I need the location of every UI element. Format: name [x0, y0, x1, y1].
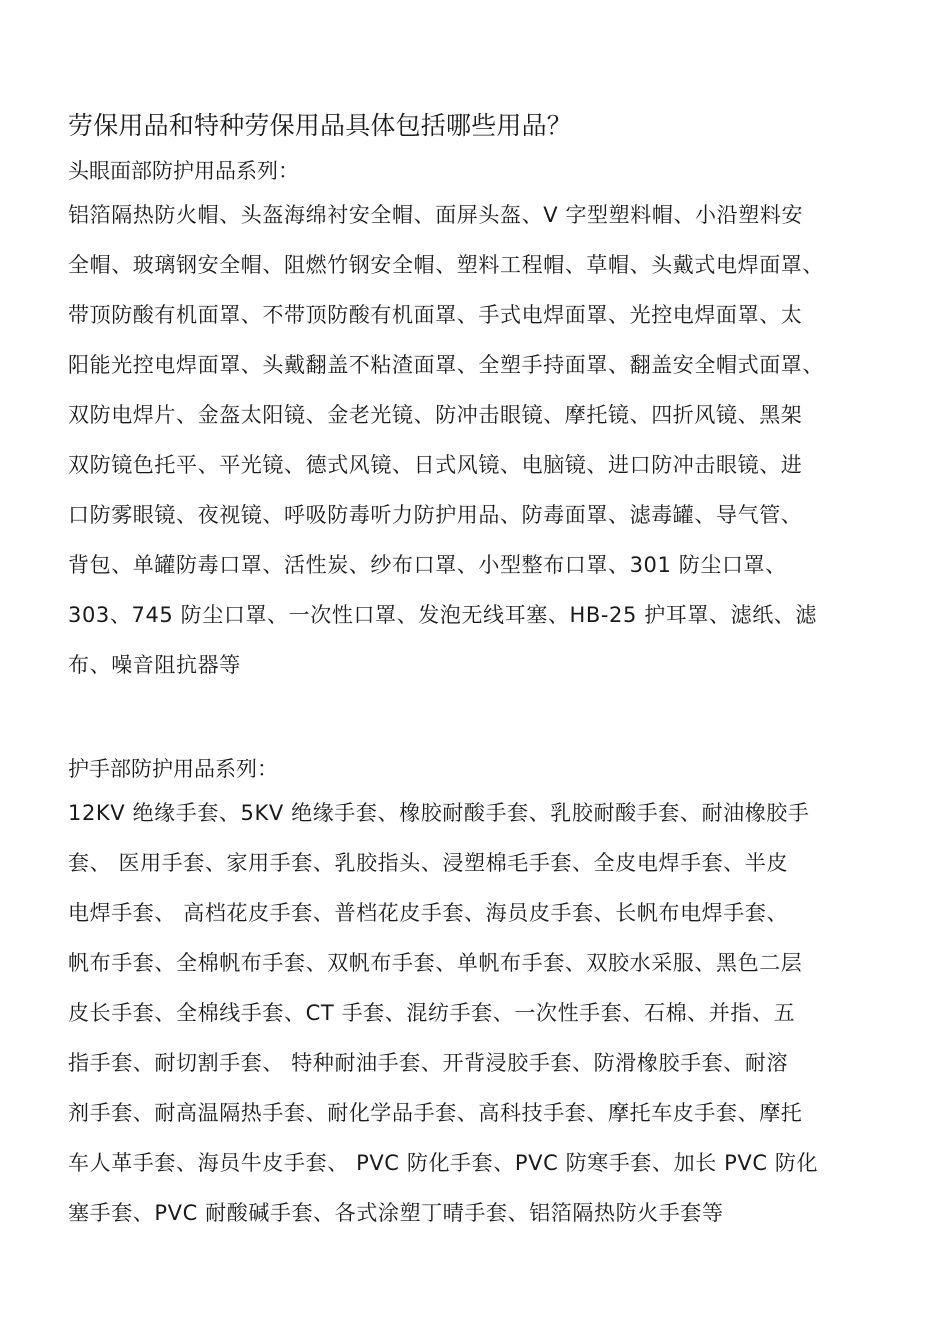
text-line: 12KV 绝缘手套、5KV 绝缘手套、橡胶耐酸手套、乳胶耐酸手套、耐油橡胶手: [68, 801, 810, 825]
text-line: 口防雾眼镜、夜视镜、呼吸防毒听力防护用品、防毒面罩、滤毒罐、导气管、: [68, 503, 803, 527]
document-page: [68, 104, 890, 1238]
document-title: 劳保用品和特种劳保用品具体包括哪些用品？: [68, 111, 573, 140]
section-hand: [68, 750, 890, 1238]
text-line: 阳能光控电焊面罩、头戴翻盖不粘渣面罩、全塑手持面罩、翻盖安全帽式面罩、: [68, 353, 824, 377]
section-heading: 头眼面部防护用品系列：: [68, 159, 299, 183]
text-line: 电焊手套、 高档花皮手套、普档花皮手套、海员皮手套、长帆布电焊手套、: [68, 901, 789, 925]
section-spacer: [68, 690, 890, 746]
text-line: 双防电焊片、金盔太阳镜、金老光镜、防冲击眼镜、摩托镜、四折风镜、黑架: [68, 403, 803, 427]
text-line: 帆布手套、全棉帆布手套、双帆布手套、单帆布手套、双胶水采服、黑色二层: [68, 951, 803, 975]
text-line: 全帽、玻璃钢安全帽、阻燃竹钢安全帽、塑料工程帽、草帽、头戴式电焊面罩、: [68, 253, 824, 277]
text-line: 套、 医用手套、家用手套、乳胶指头、浸塑棉毛手套、全皮电焊手套、半皮: [68, 851, 789, 875]
section-head-eye-face: [68, 152, 890, 690]
text-line: 剂手套、耐高温隔热手套、耐化学品手套、高科技手套、摩托车皮手套、摩托: [68, 1101, 803, 1125]
text-line: 皮长手套、全棉线手套、CT 手套、混纺手套、一次性手套、石棉、并指、五: [68, 1001, 796, 1025]
text-line: 布、噪音阻抗器等: [68, 653, 241, 677]
text-line: 背包、单罐防毒口罩、活性炭、纱布口罩、小型整布口罩、301 防尘口罩、: [68, 553, 787, 577]
text-line: 指手套、耐切割手套、 特种耐油手套、开背浸胶手套、防滑橡胶手套、耐溶: [68, 1051, 789, 1075]
text-line: 带顶防酸有机面罩、不带顶防酸有机面罩、手式电焊面罩、光控电焊面罩、太: [68, 303, 803, 327]
section-body: [68, 190, 890, 690]
text-line: 双防镜色托平、平光镜、德式风镜、日式风镜、电脑镜、进口防冲击眼镜、进: [68, 453, 803, 477]
section-heading: 护手部防护用品系列：: [68, 757, 278, 781]
text-line: 303、745 防尘口罩、一次性口罩、发泡无线耳塞、HB-25 护耳罩、滤纸、滤: [68, 603, 818, 627]
text-line: 塞手套、PVC 耐酸碱手套、各式涂塑丁晴手套、铝箔隔热防火手套等: [68, 1201, 724, 1225]
text-line: 铝箔隔热防火帽、头盔海绵衬安全帽、面屏头盔、V 字型塑料帽、小沿塑料安: [68, 203, 804, 227]
text-line: 车人革手套、海员牛皮手套、 PVC 防化手套、PVC 防寒手套、加长 PVC 防化: [68, 1151, 819, 1175]
section-body: [68, 788, 890, 1238]
